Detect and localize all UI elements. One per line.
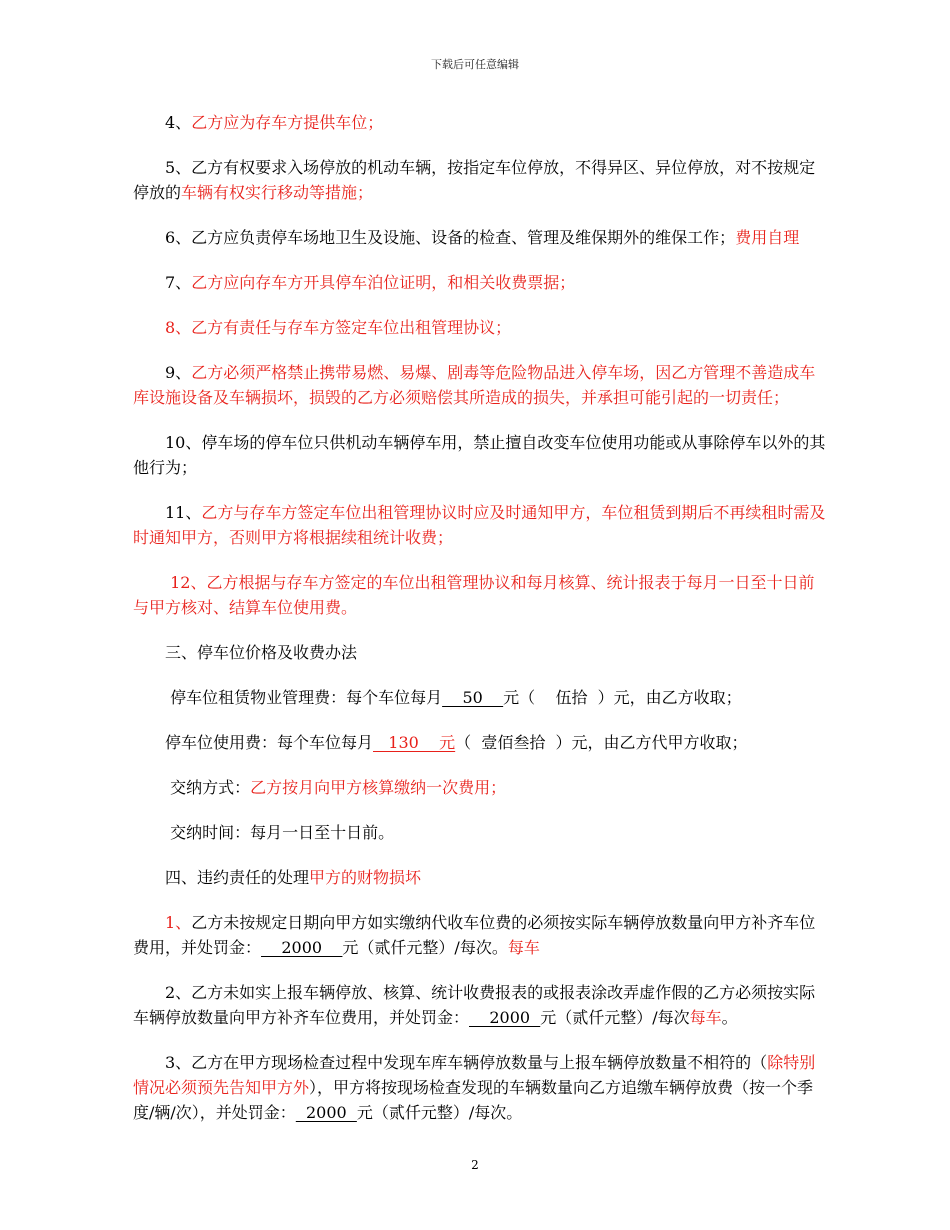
clause-paragraph bbox=[133, 155, 828, 205]
text-run: 元（贰仟元整）/每次。 bbox=[356, 1103, 523, 1122]
clause-paragraph bbox=[133, 430, 828, 480]
text-run: 乙方按月向甲方核算缴纳一次费用； bbox=[250, 778, 507, 797]
text-run: 10、停车场的停车位只供机动车辆停车用，禁止擅自改变车位使用功能或从事除停车以外的其他行为； bbox=[133, 433, 826, 477]
text-run: 乙方与存车方签定车位出租管理协议时应及时通知甲方，车位租赁到期后不再续租时需及时通知甲方，否则甲方将根据续租统计收费； bbox=[133, 503, 826, 547]
text-run: 50 bbox=[442, 688, 504, 707]
clause-paragraph bbox=[133, 910, 828, 960]
text-run: 四、违约责任的处理 bbox=[165, 868, 310, 887]
text-run: 11、 bbox=[165, 503, 202, 522]
text-run: 每车 bbox=[689, 1008, 722, 1027]
clause-paragraph bbox=[133, 225, 828, 250]
text-run: 乙方必须严格禁止携带易燃、易爆、剧毒等危险物品进入停车场，因乙方管理不善造成车库设施设备及车辆损坏，损毁的乙方必须赔偿其所造成的损失，并承担可能引起的一切责任； bbox=[133, 363, 816, 407]
text-run: 130 元 bbox=[373, 733, 456, 752]
text-run: 停车位使用费：每个车位每月 bbox=[165, 733, 374, 752]
text-run: ），甲方将按现场检查发现的车辆数量向乙方追缴车辆停放费（按一个季度/辆/次），并处罚金： bbox=[133, 1078, 814, 1122]
clause-paragraph bbox=[133, 640, 828, 665]
text-run: 8、乙方有责任与存车方签定车位出租管理协议； bbox=[165, 318, 512, 337]
clause-paragraph bbox=[133, 500, 828, 550]
text-run: 12、乙方根据与存车方签定的车位出租管理协议和每月核算、统计报表于每月一日至十日前与甲方核对、结算车位使用费。 bbox=[133, 573, 815, 617]
clause-paragraph bbox=[133, 865, 828, 890]
text-run: 2000 bbox=[295, 1103, 357, 1122]
text-run: 乙方应向存车方开具停车泊位证明，和相关收费票据； bbox=[191, 273, 576, 292]
clause-paragraph bbox=[133, 360, 828, 410]
clause-paragraph bbox=[133, 820, 828, 845]
page-header: 下载后可任意编辑 bbox=[431, 58, 519, 71]
text-run: 乙方未按规定日期向甲方如实缴纳代收车位费的必须按实际车辆停放数量向甲方补齐车位费用，并处罚金： bbox=[133, 913, 816, 957]
clause-paragraph bbox=[133, 110, 828, 135]
document-body bbox=[133, 110, 828, 1145]
clause-paragraph bbox=[133, 270, 828, 295]
text-run: （ 壹佰叁拾 ）元，由乙方代甲方收取； bbox=[455, 733, 748, 752]
clause-paragraph bbox=[133, 570, 828, 620]
text-run: 停车位租赁物业管理费：每个车位每月 bbox=[165, 688, 443, 707]
page-number: 2 bbox=[471, 1158, 479, 1172]
text-run: 2000 bbox=[469, 1008, 541, 1027]
text-run: 3、乙方在甲方现场检查过程中发现车库车辆停放数量与上报车辆停放数量不相符的（ bbox=[165, 1053, 768, 1072]
text-run: 2000 bbox=[261, 938, 343, 957]
text-run: 除特别情况必须预先告知甲方外 bbox=[133, 1053, 816, 1097]
clause-paragraph bbox=[133, 1050, 828, 1125]
text-run: 9、 bbox=[165, 363, 192, 382]
text-run: 元（贰仟元整）/每次。 bbox=[342, 938, 508, 957]
text-run: 。 bbox=[721, 1008, 738, 1027]
clause-paragraph bbox=[133, 315, 828, 340]
text-run: 车辆有权实行移动等措施； bbox=[181, 183, 374, 202]
text-run: 交纳方式： bbox=[165, 778, 251, 797]
text-run: 4、 bbox=[165, 113, 192, 132]
text-run: 乙方应为存车方提供车位； bbox=[191, 113, 384, 132]
text-run: 费用自理 bbox=[735, 228, 800, 247]
text-run: 三、停车位价格及收费办法 bbox=[165, 643, 358, 662]
text-run: 元（贰仟元整）/每次 bbox=[540, 1008, 690, 1027]
clause-paragraph bbox=[133, 730, 828, 755]
text-run: 1、 bbox=[165, 913, 192, 932]
text-run: 6、乙方应负责停车场地卫生及设施、设备的检查、管理及维保期外的维保工作； bbox=[165, 228, 736, 247]
text-run: 交纳时间：每月一日至十日前。 bbox=[165, 823, 395, 842]
text-run: 5、乙方有权要求入场停放的机动车辆，按指定车位停放，不得异区、异位停放，对不按规定停放的 bbox=[133, 158, 816, 202]
text-run: 7、 bbox=[165, 273, 192, 292]
clause-paragraph bbox=[133, 685, 828, 710]
clause-paragraph bbox=[133, 980, 828, 1030]
clause-paragraph bbox=[133, 775, 828, 800]
text-run: 元（ 伍拾 ）元，由乙方收取； bbox=[503, 688, 742, 707]
text-run: 2、乙方未如实上报车辆停放、核算、统计收费报表的或报表涂改弄虚作假的乙方必须按实际车辆停放数量向甲方补齐车位费用，并处罚金： bbox=[133, 983, 816, 1027]
text-run: 每车 bbox=[507, 938, 540, 957]
text-run: 甲方的财物损坏 bbox=[309, 868, 422, 887]
